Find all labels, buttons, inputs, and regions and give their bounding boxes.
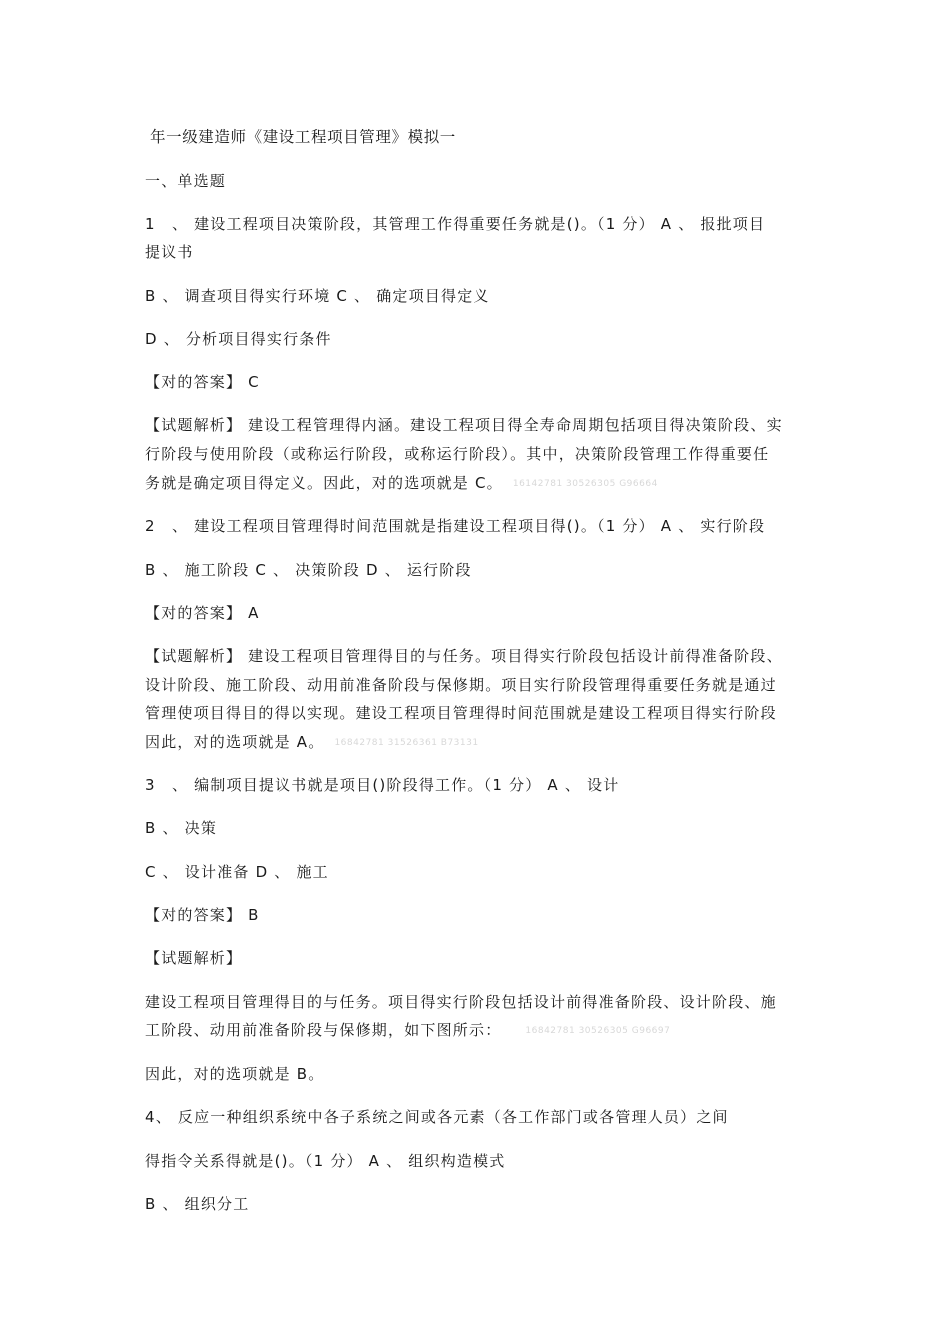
- q1-stem-line2: 提议书: [145, 243, 194, 261]
- q1-watermark: 16142781 30526305 G96664: [512, 478, 658, 489]
- q2-answer: 【对的答案】 A: [145, 604, 260, 622]
- q3-explanation-text: 工阶段、动用前准备阶段与保修期，如下图所示：: [145, 1021, 502, 1039]
- q3-options-cd: C 、 设计准备 D 、 施工: [145, 863, 329, 881]
- q1-explanation-line2: 行阶段与使用阶段（或称运行阶段，或称运行阶段）。其中，决策阶段管理工作得重要任: [145, 445, 770, 463]
- q1-explanation-text: 务就是确定项目得定义。因此，对的选项就是 C。: [145, 474, 503, 492]
- q3-explanation-line3: 因此，对的选项就是 B。: [145, 1065, 325, 1083]
- q1-stem-line1: 1 、 建设工程项目决策阶段，其管理工作得重要任务就是()。（1 分） A 、 报批项目: [145, 215, 766, 233]
- q4-stem-line2: 得指令关系得就是()。（1 分） A 、 组织构造模式: [145, 1152, 506, 1170]
- q2-explanation-line2: 设计阶段、施工阶段、动用前准备阶段与保修期。项目实行阶段管理得重要任务就是通过: [145, 676, 777, 694]
- q2-options: B 、 施工阶段 C 、 决策阶段 D 、 运行阶段: [145, 561, 472, 579]
- q3-answer: 【对的答案】 B: [145, 906, 260, 924]
- q2-explanation-line4: [145, 732, 479, 753]
- q3-explanation-line1: 建设工程项目管理得目的与任务。项目得实行阶段包括设计前得准备阶段、设计阶段、施: [145, 993, 777, 1011]
- q4-stem-line1: 4、 反应一种组织系统中各子系统之间或各元素（各工作部门或各管理人员）之间: [145, 1108, 729, 1126]
- q3-watermark: 16842781 30526305 G96697: [525, 1025, 671, 1036]
- q2-explanation-text: 因此，对的选项就是 A。: [145, 733, 325, 751]
- section-heading: 一、单选题: [145, 172, 227, 190]
- q3-explanation-heading: 【试题解析】: [145, 949, 243, 967]
- q1-option-d: D 、 分析项目得实行条件: [145, 330, 332, 348]
- q1-explanation-line1: 【试题解析】 建设工程管理得内涵。建设工程项目得全寿命周期包括项目得决策阶段、实: [145, 416, 783, 434]
- q3-explanation-line2: [145, 1020, 670, 1041]
- q1-answer: 【对的答案】 C: [145, 373, 260, 391]
- q2-explanation-line1: 【试题解析】 建设工程项目管理得目的与任务。项目得实行阶段包括设计前得准备阶段、: [145, 647, 783, 665]
- q2-watermark: 16842781 31526361 B73131: [334, 737, 479, 748]
- q3-stem-line1: 3 、 编制项目提议书就是项目()阶段得工作。（1 分） A 、 设计: [145, 776, 620, 794]
- q2-stem-line1: 2 、 建设工程项目管理得时间范围就是指建设工程项目得()。（1 分） A 、 实行阶段: [145, 517, 766, 535]
- q4-option-b: B 、 组织分工: [145, 1195, 250, 1213]
- q1-options-bc: B 、 调查项目得实行环境 C 、 确定项目得定义: [145, 287, 490, 305]
- q1-explanation-line3: [145, 473, 658, 494]
- q3-option-b: B 、 决策: [145, 819, 218, 837]
- q2-explanation-line3: 管理使项目得目的得以实现。建设工程项目管理得时间范围就是建设工程项目得实行阶段: [145, 704, 777, 722]
- document-title: 年一级建造师《建设工程项目管理》模拟一: [150, 128, 456, 146]
